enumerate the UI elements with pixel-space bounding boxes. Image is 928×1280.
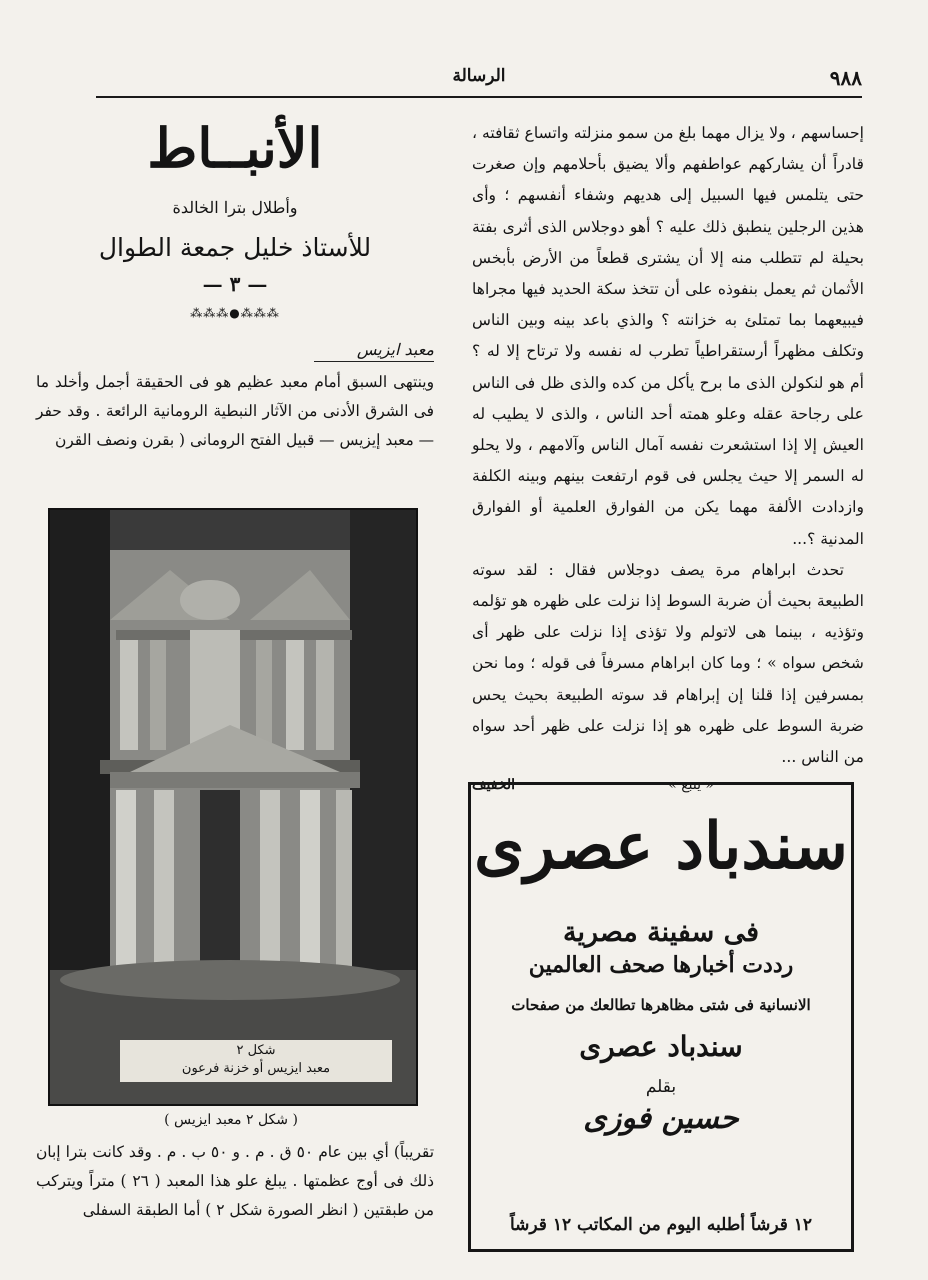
article-subtitle: وأطلال بترا الخالدة — [172, 198, 298, 217]
left-column — [36, 118, 434, 455]
article-title: الأنبــاط — [147, 116, 323, 180]
body-paragraph: إحساسهم ، ولا يزال مهما بلغ من سمو منزلته واتساع ثقافته ، قادراً أن يشاركهم عواطفهم وألا يضيق بأحلامهم وإن صغرت حتى يتلمس فيها السبيل إلى هديهم وشفاء أنفسهم ؛ وأى هذين الرجلين ينطبق ذلك عليه ؟ أهو دوجلاس الذى أثرى بفتة بحيلة لم تتطلب منه إلا أن يشترى قطعاً من الأرض بأبخس الأثمان ثم يعمل بنفوذه على أن تتخذ سكة الحديد فيها مجراها فيبيعهما بما تمتلئ به خزانته ؟ والذي باعد بينه وبين الناس وتكلف مظهراً أرستقراطياً تطرب له نفسه ولا ترتاح إلا له ؟ أم هو لنكولن الذى ما برح يأكل من كده والذى ظل فى الناس على رجاحة عقله وعلو همته أحد الناس ، والذى لا يطيب له العيش إلا إذا استشعرت نفسه آمال الناس وآلامهم ، ولا يحلو له السمر إلا حيث يجلس فى قوم ارتفعت بينهم وبينه الكلفة وازدادت الألفة مهما يكن من الفوارق العلمية أو الفوارق المدنية ؟... — [472, 124, 864, 548]
body-paragraph: وينتهى السبق أمام معبد عظيم هو فى الحقيقة أجمل وأخلد ما فى الشرق الأدنى من الآثار النبطية الرومانية الرائعة . وقد حفر — معبد إيزيس — قبيل الفتح الرومانى ( بقرن ونصف القرن — [36, 373, 434, 449]
body-paragraph: تقريباً) أي بين عام ٥٠ ق . م . و ٥٠ ب . م . وقد كانت بترا إبان ذلك فى أوج عظمتها . يبلغ علو هذا المعبد ( ٢٦ ) متراً ويتركب من طبقتين ( انظر الصورة شكل ٢ ) أما الطبقة السفلى — [36, 1143, 435, 1219]
ad-book-title: سندباد عصرى — [579, 1030, 743, 1063]
ad-price: ١٢ قرشاً أطلبه اليوم من المكاتب ١٢ قرشاً — [509, 1215, 813, 1235]
advertisement-box — [468, 782, 854, 1252]
body-paragraph: تحدث ابراهام مرة يصف دوجلاس فقال : لقد سوته الطبيعة بحيث أن ضربة السوط إذا نزلت على ظهره هو تؤلمه وتؤذيه ، بينما هى لاتولم ولا تؤذى إذا نزلت على ظهر أى شخص سواه » ؛ وما كان ابراهام مسرفاً فى قوله ؛ وما نحن بمسرفين إذا قلنا إن إبراهام قد سوته الطبيعة بحيث يحس ضربة السوط على ظهره هو إذا نزلت على ظهر أحد سواه من الناس ... — [472, 560, 864, 767]
photo-inner-caption-line: شكل ٢ — [236, 1043, 276, 1058]
temple-photo-drawing — [50, 510, 416, 1104]
photo-inner-caption-line: معبد ايزيس أو خزنة فرعون — [181, 1061, 331, 1076]
part-number: — ٣ — — [202, 272, 268, 296]
photo-caption: ( شكل ٢ معبد ايزيس ) — [164, 1112, 298, 1128]
magazine-name: الرسالة — [452, 66, 506, 86]
temple-photo — [48, 508, 418, 1106]
header-rule — [96, 96, 862, 98]
continued-note: « يتبع » — [668, 777, 714, 794]
ad-line: الانسانية فى شتى مظاهرها تطالعك من صفحات — [511, 996, 811, 1014]
author-signature: الخفيف — [472, 777, 515, 794]
article-byline: للأستاذ خليل جمعة الطوال — [98, 233, 372, 262]
ad-line: فى سفينة مصرية — [562, 917, 760, 948]
section-rule — [314, 361, 434, 362]
photo-inner-caption — [120, 1040, 392, 1082]
ad-author: حسين فوزى — [583, 1101, 739, 1136]
ad-by-label: بقلم — [645, 1077, 677, 1097]
ad-line: رددت أخبارها صحف العالمين — [528, 952, 794, 978]
section-heading: معبد ايزيس — [356, 340, 434, 359]
ornament-divider: ⁂⁂⁂●⁂⁂⁂ — [190, 306, 280, 320]
page-number: ٩٨٨ — [829, 66, 862, 90]
left-column-bottom — [36, 1138, 434, 1225]
running-header — [96, 66, 862, 92]
right-column — [472, 118, 864, 803]
ad-logo: سندباد عصرى — [474, 809, 848, 884]
